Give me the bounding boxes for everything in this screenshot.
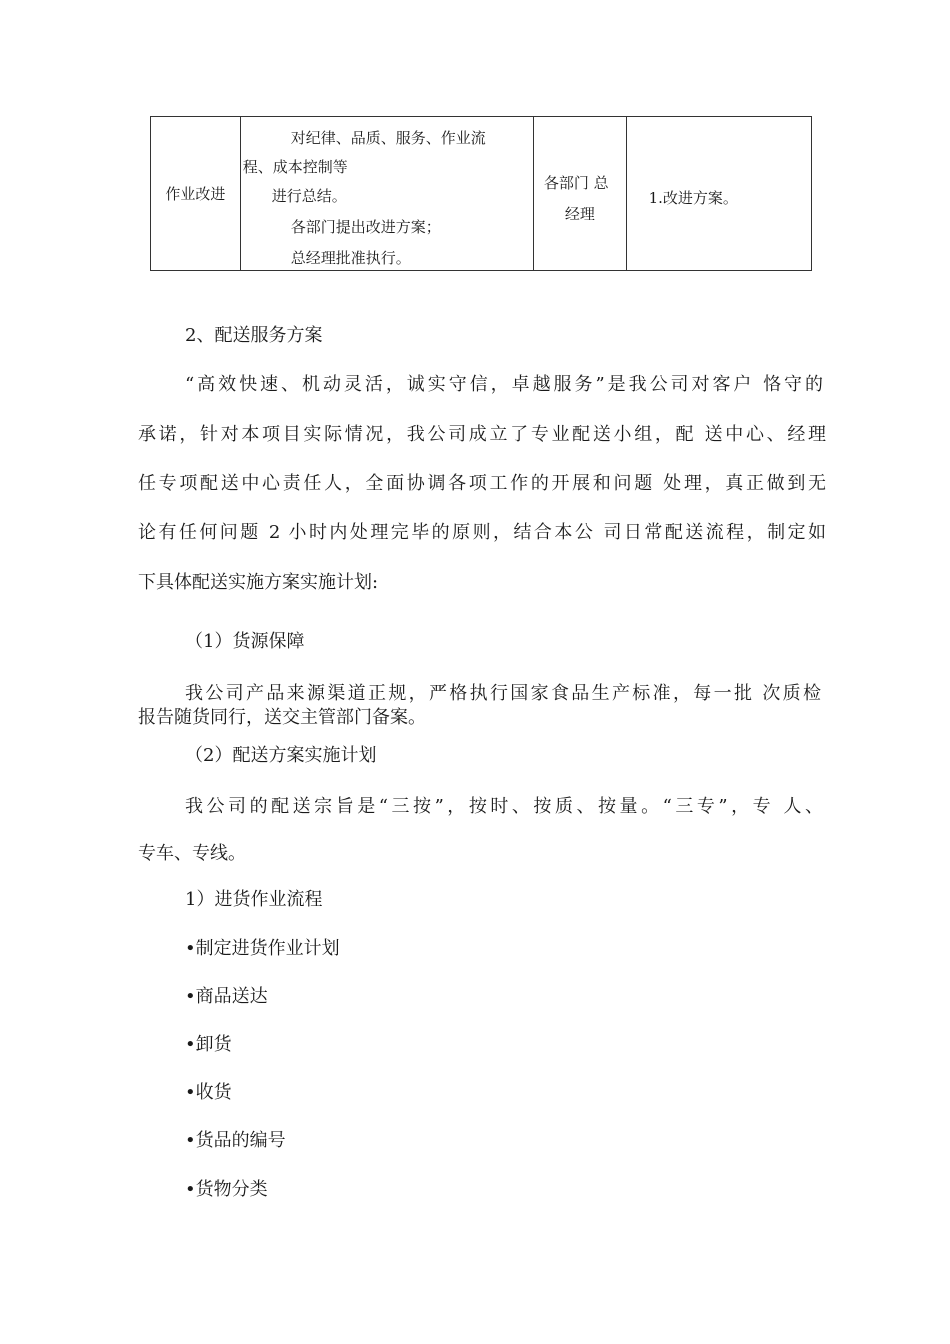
responsible-line: 各部门 总 [543,174,609,192]
sub2-line: 我公司的配送宗旨是“三按”，按时、按质、按量。“三专”，专 人、 [185,796,823,817]
sub2-title: （2）配送方案实施计划 [185,745,377,766]
process-item: •货品的编号 [185,1130,286,1151]
intro-line: “高效快速、机动灵活，诚实守信，卓越服务”是我公司对客户 恪守的 [185,374,823,395]
intro-line: 承诺，针对本项目实际情况，我公司成立了专业配送小组，配 送中心、经理 [138,424,826,445]
intro-line: 下具体配送实施方案实施计划: [138,572,379,593]
content-line: 对纪律、品质、服务、作业流 [290,129,486,147]
sub1-title: （1）货源保障 [185,631,305,652]
process-item: •收货 [185,1082,232,1103]
process-title: 1）进货作业流程 [185,889,323,910]
content-cell [241,117,534,270]
work-table [150,116,812,271]
responsible-cell [534,117,627,270]
process-item: •制定进货作业计划 [185,938,340,959]
process-item: •商品送达 [185,986,268,1007]
content-line: 各部门提出改进方案； [290,218,441,236]
section-title: 2、配送服务方案 [185,325,323,346]
sub1-line: 报告随货同行，送交主管部门备案。 [138,707,426,728]
output-text: 1.改进方案。 [648,189,738,207]
intro-line: 论有任何问题 2 小时内处理完毕的原则，结合本公 司日常配送流程，制定如 [138,522,826,543]
content-line: 总经理批准执行。 [290,249,411,267]
sub1-line: 我公司产品来源渠道正规，严格执行国家食品生产标准，每一批 次质检 [185,683,821,704]
process-item: •卸货 [185,1034,232,1055]
output-cell [627,117,811,270]
category-text: 作业改进 [165,185,226,203]
content-line: 程、成本控制等 [242,158,348,176]
sub2-line: 专车、专线。 [138,843,246,864]
responsible-line: 经理 [564,205,595,223]
intro-line: 任专项配送中心责任人，全面协调各项工作的开展和问题 处理，真正做到无 [138,473,826,494]
process-item: •货物分类 [185,1179,268,1200]
content-line: 进行总结。 [271,187,347,205]
category-cell [151,117,241,270]
